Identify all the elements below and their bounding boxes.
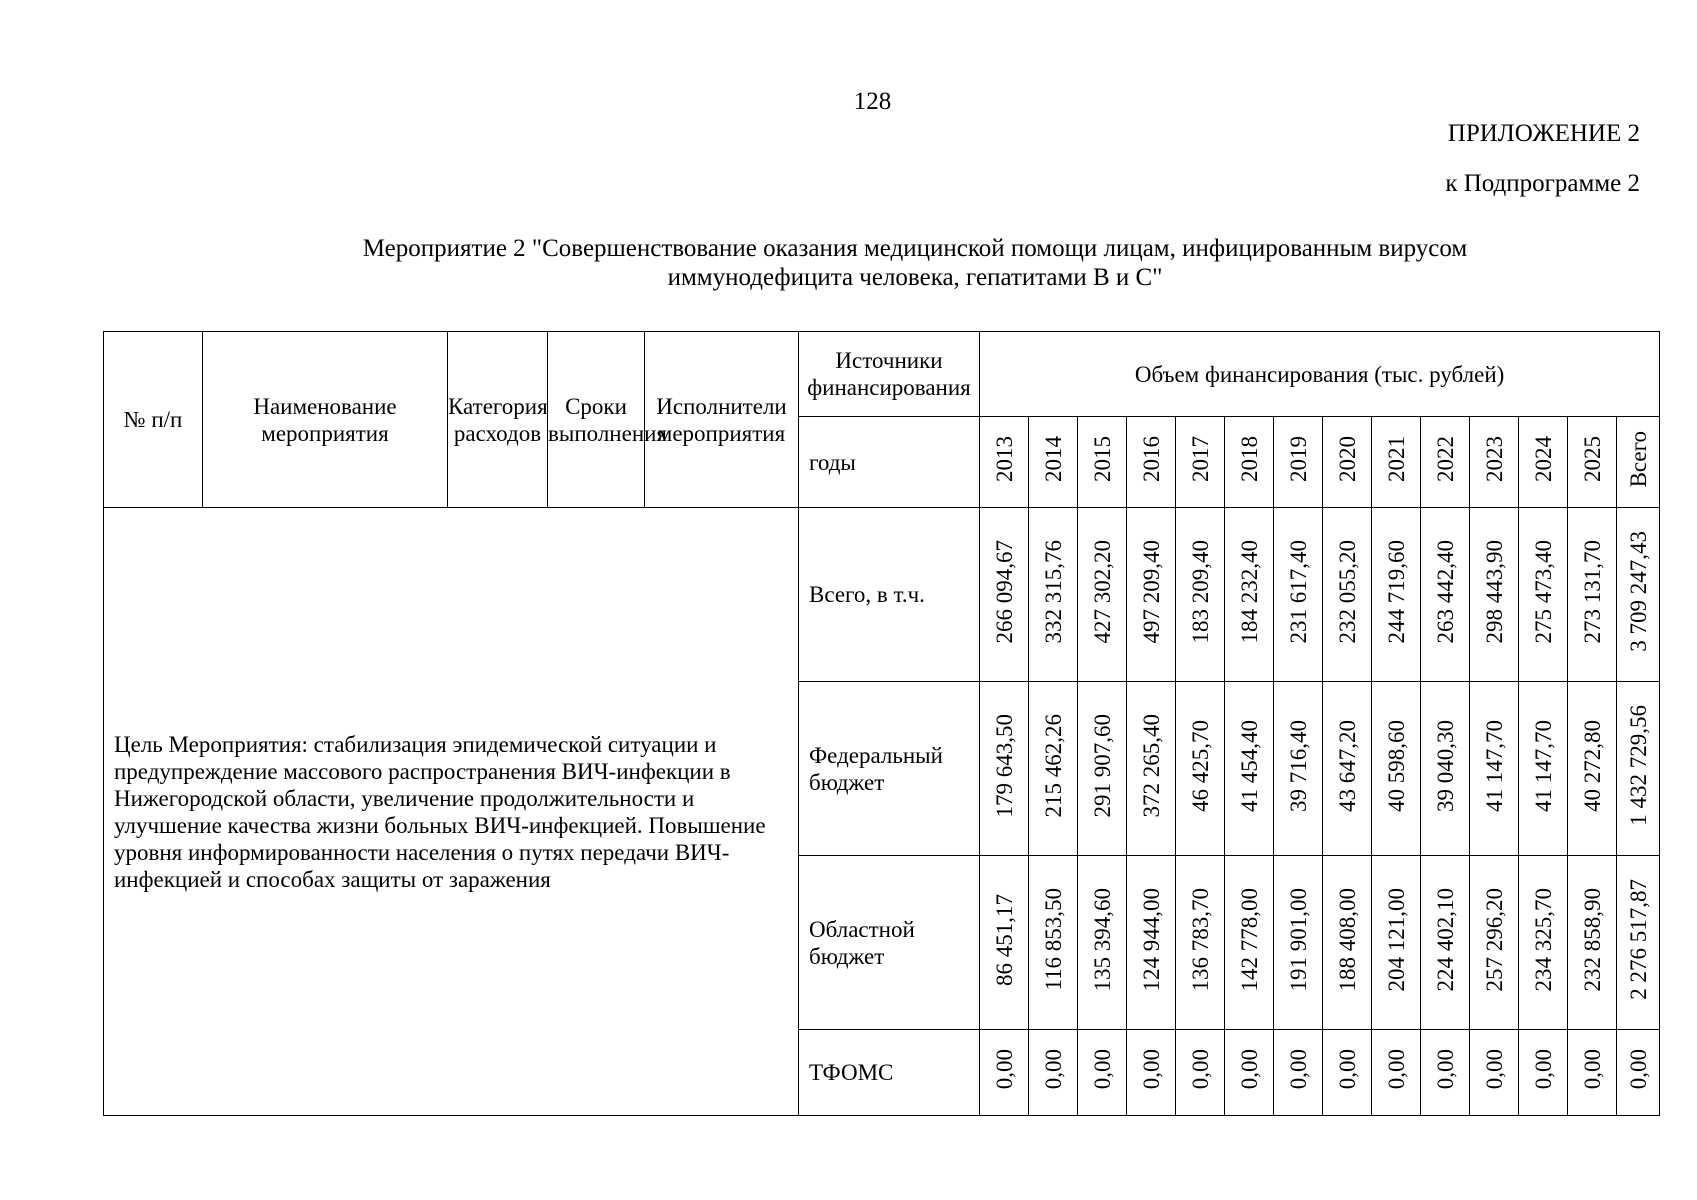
header-year <box>1225 417 1274 508</box>
funding-value-cell <box>1617 1030 1660 1116</box>
funding-value: 3 709 247,43 <box>1625 531 1651 652</box>
funding-value-cell <box>1078 682 1127 856</box>
header-year-label: 2013 <box>991 436 1017 482</box>
funding-value: 1 432 729,56 <box>1625 705 1651 826</box>
header-year-label: 2017 <box>1187 436 1213 482</box>
funding-value-cell <box>1617 508 1660 682</box>
funding-value: 0,00 <box>991 1049 1017 1090</box>
funding-value-cell <box>980 856 1029 1030</box>
funding-value: 204 121,00 <box>1383 887 1409 992</box>
funding-value: 372 265,40 <box>1138 713 1164 818</box>
header-year-label: 2019 <box>1285 436 1311 482</box>
funding-value: 298 443,90 <box>1481 539 1507 644</box>
funding-value-cell <box>1078 1030 1127 1116</box>
funding-value-cell <box>1617 682 1660 856</box>
funding-value-cell <box>1176 1030 1225 1116</box>
header-category: Категория расходов <box>448 332 548 508</box>
header-num: № п/п <box>104 332 203 508</box>
funding-value: 124 944,00 <box>1138 887 1164 992</box>
funding-value-cell <box>1274 508 1323 682</box>
funding-value-cell <box>1127 682 1176 856</box>
funding-value: 183 209,40 <box>1187 539 1213 644</box>
funding-value-cell <box>1568 1030 1617 1116</box>
table-row <box>104 508 1660 682</box>
funding-value: 232 858,90 <box>1579 887 1605 992</box>
funding-value: 257 296,20 <box>1481 887 1507 992</box>
header-year-label: Всего <box>1625 430 1651 488</box>
funding-value-cell <box>1421 1030 1470 1116</box>
funding-value-cell <box>1225 1030 1274 1116</box>
funding-value: 0,00 <box>1236 1049 1262 1090</box>
header-year-label: 2024 <box>1530 436 1556 482</box>
funding-value-cell <box>1519 856 1568 1030</box>
header-year <box>1127 417 1176 508</box>
funding-value-cell <box>1568 682 1617 856</box>
funding-value: 224 402,10 <box>1432 887 1458 992</box>
funding-value-cell <box>1029 508 1078 682</box>
funding-value: 497 209,40 <box>1138 539 1164 644</box>
funding-value: 291 907,60 <box>1089 713 1115 818</box>
funding-value: 41 147,70 <box>1481 719 1507 812</box>
page-number: 128 <box>853 88 892 115</box>
funding-value-cell <box>1225 682 1274 856</box>
funding-value-cell <box>1274 856 1323 1030</box>
header-year <box>980 417 1029 508</box>
funding-value: 266 094,67 <box>991 539 1017 644</box>
header-year-label: 2021 <box>1383 436 1409 482</box>
funding-value: 215 462,26 <box>1040 713 1066 818</box>
title-line-2: иммунодефицита человека, гепатитами В и С" <box>667 264 1163 291</box>
funding-value-cell <box>980 508 1029 682</box>
header-executors: Исполнители мероприятия <box>645 332 799 508</box>
funding-value-cell <box>1372 1030 1421 1116</box>
funding-source: Федеральный бюджет <box>799 682 980 856</box>
funding-value-cell <box>1568 508 1617 682</box>
header-year-label: 2015 <box>1089 436 1115 482</box>
funding-value-cell <box>1127 856 1176 1030</box>
header-year <box>1274 417 1323 508</box>
funding-value-cell <box>1372 682 1421 856</box>
funding-value: 0,00 <box>1089 1049 1115 1090</box>
funding-value: 0,00 <box>1432 1049 1458 1090</box>
header-year <box>1323 417 1372 508</box>
funding-value: 0,00 <box>1187 1049 1213 1090</box>
funding-value: 231 617,40 <box>1285 539 1311 644</box>
funding-value-cell <box>1078 856 1127 1030</box>
funding-value: 0,00 <box>1579 1049 1605 1090</box>
funding-value: 191 901,00 <box>1285 887 1311 992</box>
funding-value-cell <box>1421 508 1470 682</box>
funding-value: 39 040,30 <box>1432 719 1458 812</box>
goal-description: Цель Мероприятия: стабилизация эпидемической ситуации и предупреждение массового распространения ВИЧ-инфекции в Нижегородской области, увеличение продолжительности и улучшение качества жизни больных ВИЧ-инфекцией. Повышение уровня информированности населения о путях передачи ВИЧ-инфекцией и способах защиты от заражения <box>104 508 799 1116</box>
header-years-label: годы <box>799 417 980 508</box>
funding-value: 2 276 517,87 <box>1625 879 1651 1000</box>
funding-value: 0,00 <box>1530 1049 1556 1090</box>
header-year <box>1372 417 1421 508</box>
financing-table <box>103 331 1660 1116</box>
funding-value-cell <box>1372 856 1421 1030</box>
funding-value: 0,00 <box>1334 1049 1360 1090</box>
funding-value: 116 853,50 <box>1040 888 1066 991</box>
funding-value-cell <box>1470 856 1519 1030</box>
header-year-label: 2018 <box>1236 436 1262 482</box>
funding-value: 0,00 <box>1138 1049 1164 1090</box>
funding-source: ТФОМС <box>799 1030 980 1116</box>
header-year-label: 2025 <box>1579 436 1605 482</box>
header-year <box>1078 417 1127 508</box>
funding-value-cell <box>1372 508 1421 682</box>
funding-value: 0,00 <box>1625 1049 1651 1090</box>
funding-value-cell <box>1029 856 1078 1030</box>
header-year-label: 2016 <box>1138 436 1164 482</box>
funding-value: 273 131,70 <box>1579 539 1605 644</box>
funding-value: 188 408,00 <box>1334 887 1360 992</box>
funding-value: 142 778,00 <box>1236 887 1262 992</box>
funding-value-cell <box>1470 682 1519 856</box>
header-year-label: 2020 <box>1334 436 1360 482</box>
header-sources: Источники финансирования <box>799 332 980 417</box>
funding-value: 427 302,20 <box>1089 539 1115 644</box>
document-title <box>250 234 1580 292</box>
header-year-label: 2022 <box>1432 436 1458 482</box>
funding-value: 40 272,80 <box>1579 719 1605 812</box>
funding-value-cell <box>1617 856 1660 1030</box>
funding-value-cell <box>1127 1030 1176 1116</box>
funding-value-cell <box>1176 682 1225 856</box>
funding-source: Областной бюджет <box>799 856 980 1030</box>
funding-value: 263 442,40 <box>1432 539 1458 644</box>
header-year <box>1519 417 1568 508</box>
header-year <box>1470 417 1519 508</box>
header-year-label: 2023 <box>1481 436 1507 482</box>
funding-value-cell <box>1274 1030 1323 1116</box>
funding-value-cell <box>1470 508 1519 682</box>
funding-value: 135 394,60 <box>1089 887 1115 992</box>
appendix-label: ПРИЛОЖЕНИЕ 2 <box>1447 120 1640 147</box>
funding-value: 0,00 <box>1040 1049 1066 1090</box>
funding-value-cell <box>1519 1030 1568 1116</box>
funding-value: 41 147,70 <box>1530 719 1556 812</box>
funding-value-cell <box>1127 508 1176 682</box>
header-year <box>1029 417 1078 508</box>
funding-value: 232 055,20 <box>1334 539 1360 644</box>
funding-value: 43 647,20 <box>1334 719 1360 812</box>
funding-value-cell <box>1568 856 1617 1030</box>
funding-value: 0,00 <box>1481 1049 1507 1090</box>
funding-value: 0,00 <box>1383 1049 1409 1090</box>
funding-value-cell <box>1323 1030 1372 1116</box>
funding-value: 234 325,70 <box>1530 887 1556 992</box>
funding-value-cell <box>1323 856 1372 1030</box>
funding-value-cell <box>1470 1030 1519 1116</box>
header-year-label: 2014 <box>1040 436 1066 482</box>
appendix-subprogram: к Подпрограмме 2 <box>1445 170 1640 197</box>
funding-value-cell <box>1519 508 1568 682</box>
funding-value: 275 473,40 <box>1530 539 1556 644</box>
funding-value-cell <box>1176 856 1225 1030</box>
funding-value-cell <box>1519 682 1568 856</box>
funding-value: 39 716,40 <box>1285 719 1311 812</box>
funding-value-cell <box>1176 508 1225 682</box>
title-line-1: Мероприятие 2 "Совершенствование оказания медицинской помощи лицам, инфицированным вирусом <box>362 235 1468 262</box>
funding-value: 136 783,70 <box>1187 887 1213 992</box>
header-year <box>1568 417 1617 508</box>
funding-source: Всего, в т.ч. <box>799 508 980 682</box>
funding-value-cell <box>1225 856 1274 1030</box>
funding-value: 0,00 <box>1285 1049 1311 1090</box>
header-terms: Сроки выполнения <box>548 332 645 508</box>
funding-value-cell <box>980 1030 1029 1116</box>
funding-value-cell <box>1225 508 1274 682</box>
header-name: Наименование мероприятия <box>203 332 448 508</box>
funding-value-cell <box>1274 682 1323 856</box>
funding-value-cell <box>1029 682 1078 856</box>
funding-value-cell <box>1421 682 1470 856</box>
funding-value-cell <box>1078 508 1127 682</box>
header-volume: Объем финансирования (тыс. рублей) <box>980 332 1660 417</box>
funding-value: 244 719,60 <box>1383 539 1409 644</box>
funding-value-cell <box>1029 1030 1078 1116</box>
funding-value-cell <box>1323 682 1372 856</box>
funding-value: 86 451,17 <box>991 893 1017 986</box>
header-year <box>1617 417 1660 508</box>
funding-value: 40 598,60 <box>1383 719 1409 812</box>
funding-value-cell <box>1421 856 1470 1030</box>
funding-value: 184 232,40 <box>1236 539 1262 644</box>
funding-value: 41 454,40 <box>1236 719 1262 812</box>
funding-value: 332 315,76 <box>1040 539 1066 644</box>
header-year <box>1176 417 1225 508</box>
funding-value-cell <box>980 682 1029 856</box>
funding-value: 46 425,70 <box>1187 719 1213 812</box>
funding-value-cell <box>1323 508 1372 682</box>
header-year <box>1421 417 1470 508</box>
funding-value: 179 643,50 <box>991 713 1017 818</box>
